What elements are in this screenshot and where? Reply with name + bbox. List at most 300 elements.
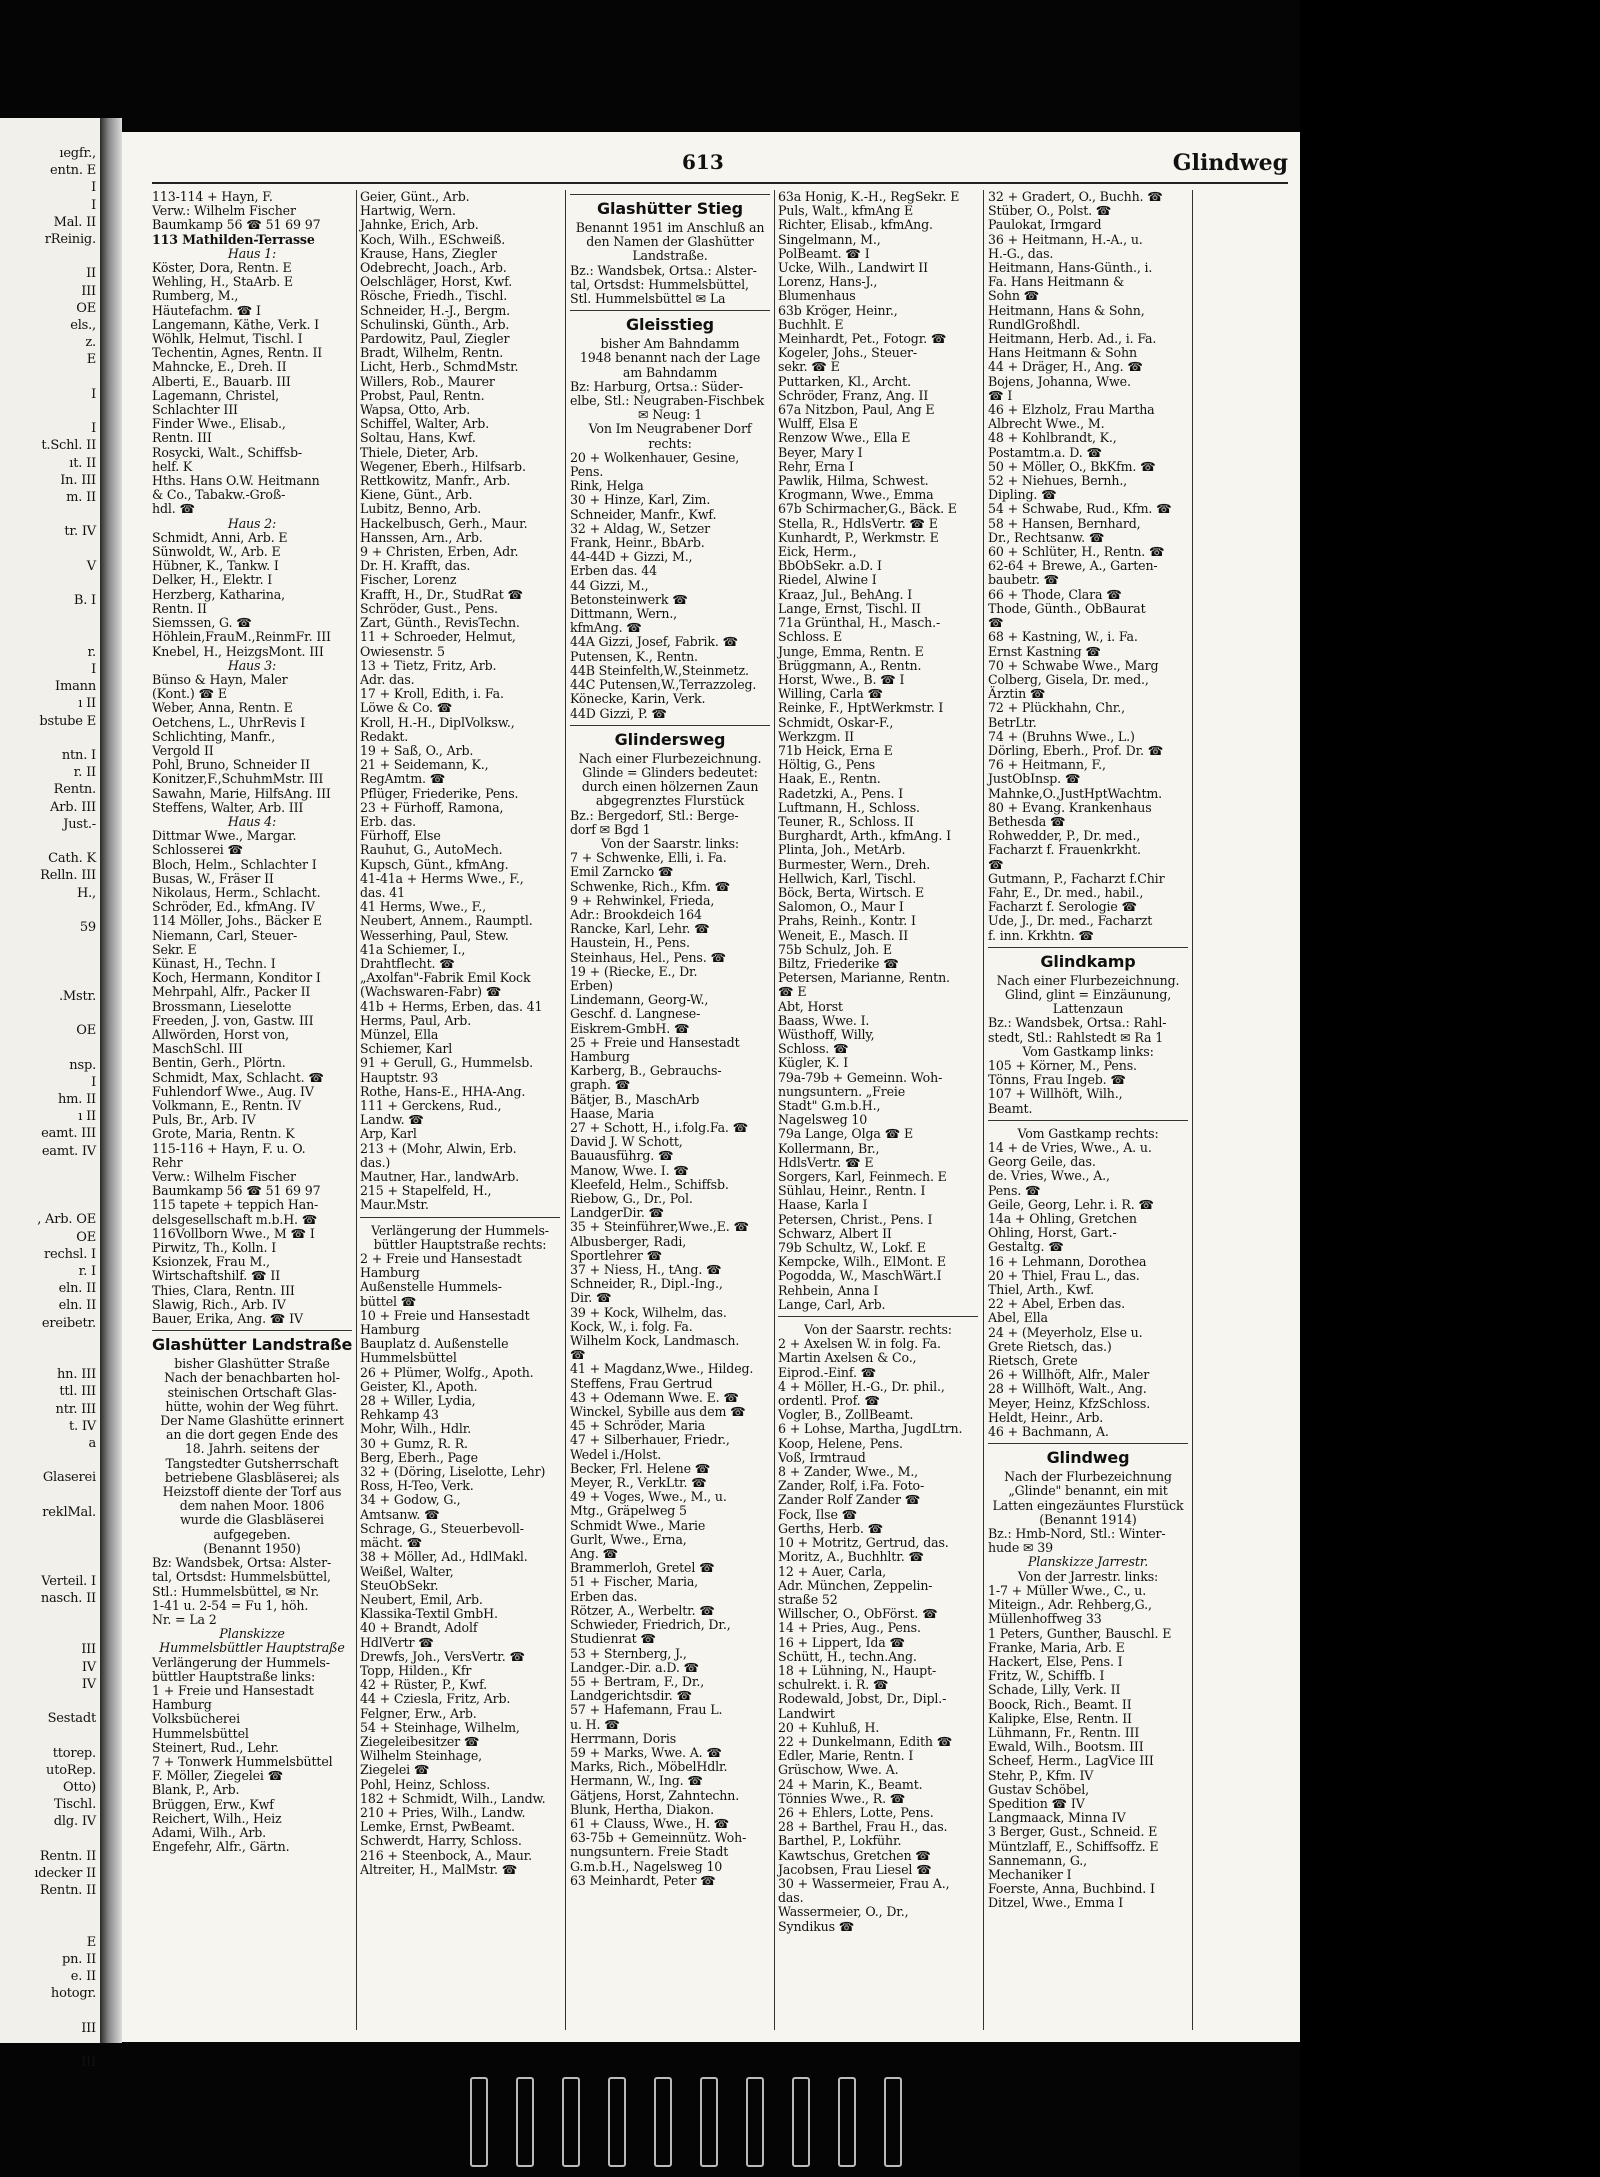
directory-entry-line: Rohwedder, P., Dr. med., xyxy=(988,828,1141,844)
directory-entry-line: 9 + Christen, Erben, Adr. xyxy=(360,544,519,560)
directory-entry-line: Verlängerung der Hummels- xyxy=(152,1654,330,1670)
directory-entry-line: Weber, Anna, Rentn. E xyxy=(152,700,293,716)
column-1 xyxy=(152,190,352,2030)
directory-entry-line: Reichert, Wilh., Heiz xyxy=(152,1810,282,1826)
directory-entry-line: tal, Ortsdst: Hummelsbüttel, xyxy=(570,276,749,292)
directory-entry-line: 23 + Fürhoff, Ramona, xyxy=(360,799,504,815)
directory-entry-line: Lattenzaun xyxy=(1052,1001,1124,1017)
directory-entry-line: „Glinde" benannt, ein mit xyxy=(1008,1483,1168,1499)
directory-entry-line: 63-75b + Gemeinnütz. Woh- xyxy=(570,1830,747,1846)
directory-entry-line: Manow, Wwe. I. ☎ xyxy=(570,1162,689,1178)
directory-entry-line: Blumenhaus xyxy=(778,288,856,304)
directory-entry-line: Vom Gastkamp links: xyxy=(1022,1043,1154,1059)
directory-entry-line: Wöhlk, Helmut, Tischl. I xyxy=(152,331,303,347)
directory-entry-line: Tönnies Wwe., R. ☎ xyxy=(778,1790,906,1806)
directory-entry-line: 113-114 + Hayn, F. xyxy=(152,189,273,204)
directory-entry-line: Engefehr, Alfr., Gärtn. xyxy=(152,1839,290,1855)
directory-entry-line: sekr. ☎ E xyxy=(778,359,840,375)
directory-entry-line: Mahncke, E., Dreh. II xyxy=(152,359,287,375)
directory-entry-line: Foerste, Anna, Buchbind. I xyxy=(988,1881,1155,1897)
directory-entry-line: Außenstelle Hummels- xyxy=(360,1279,502,1295)
directory-entry-line: Hackert, Else, Pens. I xyxy=(988,1653,1123,1669)
facing-page-text: r. I xyxy=(78,1264,96,1279)
directory-entry-line: Schröder, Ed., kfmAng. IV xyxy=(152,899,315,915)
directory-entry-line: 76 + Heitmann, F., xyxy=(988,757,1106,773)
facing-page-text: 59 xyxy=(79,920,96,935)
directory-entry-line: Puttarken, Kl., Archt. xyxy=(778,373,911,389)
directory-entry-line: Franke, Maria, Arb. E xyxy=(988,1639,1125,1655)
directory-entry-line: Nach einer Flurbezeichnung. xyxy=(578,750,762,766)
directory-entry-line: hdl. ☎ xyxy=(152,501,195,517)
directory-entry-line: Kiene, Günt., Arb. xyxy=(360,487,473,503)
directory-entry-line: büttel ☎ xyxy=(360,1293,417,1309)
directory-entry-line: straße 52 xyxy=(778,1591,838,1607)
directory-entry-line: Neubert, Annem., Raumptl. xyxy=(360,913,533,929)
perforation-hole xyxy=(792,2077,810,2167)
film-border xyxy=(1300,0,1600,2177)
facing-page-text: Rentn. xyxy=(53,782,96,798)
directory-entry-line: Karberg, B., Gebrauchs- xyxy=(570,1063,722,1079)
directory-entry-line: 28 + Barthel, Frau H., das. xyxy=(778,1819,948,1835)
directory-entry-line: Zander Rolf Zander ☎ xyxy=(778,1492,921,1508)
directory-entry-line: Hans Heitmann & Sohn xyxy=(988,345,1137,361)
directory-entry-line: 14a + Ohling, Gretchen xyxy=(988,1211,1137,1227)
directory-entry-line: Weißel, Walter, xyxy=(360,1563,454,1579)
directory-entry-line: 28 + Willhöft, Walt., Ang. xyxy=(988,1381,1147,1397)
directory-entry-line: Schröder, Franz, Ang. II xyxy=(778,387,929,403)
directory-entry-line: Adr.: Brookdeich 164 xyxy=(570,906,702,922)
directory-entry-line: Stadt" G.m.b.H., xyxy=(778,1098,881,1113)
directory-entry-line: 55 + Bertram, F., Dr., xyxy=(570,1673,705,1689)
directory-entry-line: Hamburg xyxy=(570,1048,630,1064)
directory-entry-line: 50 + Möller, O., BkKfm. ☎ xyxy=(988,458,1156,474)
directory-entry-line: 27 + Schott, H., i.folg.Fa. ☎ xyxy=(570,1119,749,1135)
directory-entry-line: Sekr. E xyxy=(152,941,197,957)
directory-entry-line: Schmidt, Max, Schlacht. ☎ xyxy=(152,1069,324,1085)
facing-page-text: , Arb. OE xyxy=(37,1212,96,1228)
perforation-hole xyxy=(608,2077,626,2167)
directory-entry-line: kfmAng. ☎ xyxy=(570,620,642,636)
directory-entry-line: 21 + Seidemann, K., xyxy=(360,757,489,773)
directory-entry-line: 111 + Gerckens, Rud., xyxy=(360,1098,502,1113)
directory-entry-line: Glinde = Glinders bedeutet: xyxy=(582,764,758,780)
directory-entry-line: ✉ Neug: 1 xyxy=(637,407,703,423)
directory-entry-line: Haus 4: xyxy=(227,813,277,829)
book-gutter xyxy=(100,118,122,2043)
directory-entry-line: 12 + Auer, Carla, xyxy=(778,1563,887,1579)
directory-entry-line: 13 + Tietz, Fritz, Arb. xyxy=(360,657,497,673)
directory-entry-line: Wapsa, Otto, Arb. xyxy=(360,402,471,418)
facing-page-text: Sestadt xyxy=(47,1711,96,1727)
directory-entry-line: Betonsteinwerk ☎ xyxy=(570,591,688,607)
facing-page-text: ereibetr. xyxy=(41,1315,96,1331)
directory-entry-line: Pens. xyxy=(570,464,604,480)
directory-entry-line: Facharzt f. Frauenkrkht. xyxy=(988,842,1141,858)
directory-entry-line: Blunk, Hertha, Diakon. xyxy=(570,1801,714,1817)
facing-page-text: ıegfr., xyxy=(59,146,96,161)
facing-page-text: Just.- xyxy=(63,816,96,832)
directory-entry-line: das. 41 xyxy=(360,884,406,900)
directory-entry-line: Pflüger, Friederike, Pens. xyxy=(360,785,519,801)
directory-entry-line: 215 + Stapelfeld, H., xyxy=(360,1183,492,1199)
directory-entry-line: Pohl, Heinz, Schloss. xyxy=(360,1776,491,1792)
directory-entry-line: 42 + Rüster, P., Kwf. xyxy=(360,1677,487,1693)
directory-entry-line: Willers, Rob., Maurer xyxy=(360,373,495,389)
facing-page-text: Relln. III xyxy=(40,868,96,884)
facing-page-fragment xyxy=(0,118,100,2071)
directory-entry-line: „Axolfan"-Fabrik Emil Kock xyxy=(360,970,531,986)
directory-entry-line: Gerths, Herb. ☎ xyxy=(778,1520,884,1536)
directory-entry-line: Kraaz, Jul., BehAng. I xyxy=(778,586,913,602)
directory-entry-line: Eiprod.-Einf. ☎ xyxy=(778,1364,877,1380)
directory-entry-line: Baumkamp 56 ☎ 51 69 97 xyxy=(152,217,321,233)
directory-entry-line: Planskizze xyxy=(219,1626,285,1642)
facing-page-text: OE xyxy=(76,1229,96,1245)
directory-entry-line: Drewfs, Joh., VersVertr. ☎ xyxy=(360,1648,526,1664)
directory-entry-line: Krafft, H., Dr., StudRat ☎ xyxy=(360,586,524,602)
directory-entry-line: 72 + Plückhahn, Chr., xyxy=(988,700,1125,716)
facing-page-text: ntn. I xyxy=(61,748,96,763)
directory-entry-line: Eick, Herm., xyxy=(778,544,857,560)
directory-entry-line: 1948 benannt nach der Lage xyxy=(579,350,761,366)
directory-entry-line: Künast, H., Techn. I xyxy=(152,955,276,971)
directory-entry-line: 107 + Willhöft, Wilh., xyxy=(988,1086,1123,1102)
directory-entry-line: Schmidt Wwe., Marie xyxy=(570,1517,706,1533)
directory-entry-line: das. xyxy=(778,1890,804,1906)
directory-entry-line: Hamburg xyxy=(152,1697,212,1713)
directory-entry-line: Rink, Helga xyxy=(570,478,644,494)
directory-entry-line: Ernst Kastning ☎ xyxy=(988,643,1101,659)
directory-entry-line: Schwarz, Albert II xyxy=(778,1225,892,1241)
directory-entry-line: 26 + Plümer, Wolfg., Apoth. xyxy=(360,1364,534,1380)
facing-page-text: Imann xyxy=(55,679,96,695)
directory-entry-line: Geister, Kl., Apoth. xyxy=(360,1378,478,1394)
directory-entry-line: 22 + Abel, Erben das. xyxy=(988,1296,1125,1312)
directory-entry-line: Miteign., Adr. Rehberg,G., xyxy=(988,1597,1152,1613)
facing-page-text: hm. II xyxy=(57,1092,96,1107)
directory-entry-line: Von der Saarstr. rechts: xyxy=(804,1322,952,1338)
directory-entry-line: 53 + Sternberg, J., xyxy=(570,1645,687,1661)
facing-page-text: Verteil. I xyxy=(41,1573,96,1589)
directory-entry-line: Wesserhing, Paul, Stew. xyxy=(360,927,509,943)
facing-page-text: eamt. IV xyxy=(41,1143,96,1159)
column-2 xyxy=(360,190,560,2030)
directory-entry-line: Renzow Wwe., Ella E xyxy=(778,430,911,446)
directory-entry-line: Rentn. III xyxy=(152,430,212,446)
directory-entry-line: Löwe & Co. ☎ xyxy=(360,700,453,716)
directory-entry-line: HdlsVertr. ☎ E xyxy=(778,1154,874,1170)
facing-page-text: bstube E xyxy=(39,713,96,729)
directory-entry-line: Nr. = La 2 xyxy=(152,1611,217,1627)
directory-entry-line: 113 Mathilden-Terrasse xyxy=(152,231,315,247)
directory-entry-line: Ohling, Horst, Gart.- xyxy=(988,1225,1117,1241)
directory-entry-line: Stl.: Hummelsbüttel, ✉ Nr. xyxy=(152,1583,319,1599)
perforation-hole xyxy=(562,2077,580,2167)
directory-entry-line: 14 + Pries, Aug., Pens. xyxy=(778,1620,921,1636)
street-heading: Glashütter Landstraße xyxy=(152,1330,352,1357)
directory-entry-line: Kügler, K. I xyxy=(778,1055,849,1071)
directory-entry-line: 45 + Schröder, Maria xyxy=(570,1418,706,1434)
directory-entry-line: Heldt, Heinr., Arb. xyxy=(988,1409,1104,1425)
street-heading: Gleisstieg xyxy=(570,310,770,337)
directory-entry-line: Scheef, Herm., LagVice III xyxy=(988,1753,1154,1769)
directory-entry-line: 9 + Rehwinkel, Frieda, xyxy=(570,892,715,908)
directory-entry-line: Rauhut, G., AutoMech. xyxy=(360,842,503,858)
directory-entry-line: Mahnke,O.,JustHptWachtm. xyxy=(988,785,1163,801)
directory-entry-line: Wegener, Eberh., Hilfsarb. xyxy=(360,458,526,474)
directory-entry-line: Geile, Georg, Lehr. i. R. ☎ xyxy=(988,1196,1154,1212)
directory-entry-line: betriebene Glasbläserei; als xyxy=(164,1469,340,1485)
directory-entry-line: Landwirt xyxy=(778,1705,835,1721)
directory-entry-line: Winckel, Sybille aus dem ☎ xyxy=(570,1404,746,1420)
directory-entry-line: Baumkamp 56 ☎ 51 69 97 xyxy=(152,1183,321,1199)
directory-entry-line: Rettkowitz, Manfr., Arb. xyxy=(360,473,511,489)
directory-entry-line: Bz.: Wandsbek, Ortsa.: Rahl- xyxy=(988,1015,1167,1031)
directory-entry-line: Herms, Paul, Arb. xyxy=(360,1012,472,1028)
directory-entry-line: Luftmann, H., Schloss. xyxy=(778,799,920,815)
directory-entry-line: 10 + Freie und Hansestadt xyxy=(360,1307,530,1323)
directory-entry-line: Kollermann, Br., xyxy=(778,1140,880,1156)
directory-entry-line: Sorgers, Karl, Feinmech. E xyxy=(778,1169,947,1185)
directory-entry-line: Dr., Rechtsanw. ☎ xyxy=(988,529,1105,545)
directory-entry-line: Konitzer,F.,SchuhmMstr. III xyxy=(152,771,324,787)
directory-entry-line: Vogler, B., ZollBeamt. xyxy=(778,1407,914,1423)
directory-entry-line: Owiesenstr. 5 xyxy=(360,643,445,659)
directory-entry-line: Landstraße. xyxy=(632,248,708,264)
facing-page-text: rReinig. xyxy=(44,232,96,247)
directory-entry-line: Allwörden, Horst von, xyxy=(152,1026,289,1042)
directory-entry-line: Reinke, F., HptWerkmstr. I xyxy=(778,700,944,716)
directory-entry-line: 44 + Dräger, H., Ang. ☎ xyxy=(988,359,1143,375)
directory-entry-line: Topp, Hilden., Kfr xyxy=(360,1662,472,1678)
directory-entry-line: 3 Berger, Gust., Schneid. E xyxy=(988,1824,1158,1840)
column-rule xyxy=(1192,190,1193,2030)
directory-entry-line: Teuner, R., Schloss. II xyxy=(778,813,914,829)
facing-page-text: hn. III xyxy=(56,1367,96,1383)
directory-entry-line: 61 + Clauss, Wwe., H. ☎ xyxy=(570,1815,730,1831)
directory-entry-line: Schloss. E xyxy=(778,629,843,645)
facing-page-text: I xyxy=(91,180,96,196)
directory-entry-line: 30 + Gumz, R. R. xyxy=(360,1435,468,1451)
directory-entry-line: Weneit, E., Masch. II xyxy=(778,927,909,943)
directory-entry-line: Schrage, G., Steuerbevoll- xyxy=(360,1520,524,1536)
directory-entry-line: Schröder, Gust., Pens. xyxy=(360,600,498,616)
directory-entry-line: Sportlehrer ☎ xyxy=(570,1247,663,1263)
directory-entry-line: (Benannt 1950) xyxy=(203,1540,301,1556)
directory-entry-line: Plinta, Joh., MetArb. xyxy=(778,842,906,858)
directory-entry-line: Fischer, Lorenz xyxy=(360,572,457,588)
directory-entry-line: Rentn. II xyxy=(152,600,207,616)
directory-entry-line: helf. K xyxy=(152,458,193,474)
perforation-hole xyxy=(654,2077,672,2167)
directory-entry-line: Schulinski, Günth., Arb. xyxy=(360,316,510,332)
facing-page-text: Rentn. II xyxy=(39,1883,96,1899)
directory-entry-line: 25 + Freie und Hansestadt xyxy=(570,1034,740,1050)
directory-entry-line: Pens. ☎ xyxy=(988,1182,1041,1198)
column-3 xyxy=(570,190,770,2030)
directory-entry-line: Herzberg, Katharina, xyxy=(152,586,285,602)
column-rule xyxy=(983,190,984,2030)
directory-entry-line: 28 + Willer, Lydia, xyxy=(360,1393,476,1409)
directory-entry-line: Odebrecht, Joach., Arb. xyxy=(360,260,507,276)
directory-entry-line: Steinhaus, Hel., Pens. ☎ xyxy=(570,949,726,965)
directory-entry-line: Schloss. ☎ xyxy=(778,1041,849,1057)
directory-entry-line: Benannt 1951 im Anschluß an xyxy=(575,220,765,235)
directory-entry-line: 16 + Lippert, Ida ☎ xyxy=(778,1634,906,1650)
directory-entry-line: Steinert, Rud., Lehr. xyxy=(152,1739,279,1755)
directory-entry-line: Schmidt, Anni, Arb. E xyxy=(152,529,288,545)
directory-entry-line: Postamtm.a. D. ☎ xyxy=(988,444,1102,460)
directory-entry-line: Ziegeleibesitzer ☎ xyxy=(360,1733,480,1749)
directory-entry-line: 51 + Fischer, Maria, xyxy=(570,1574,699,1590)
directory-entry-line: Meyer, Heinz, KfzSchloss. xyxy=(988,1395,1151,1411)
directory-entry-line: 74 + (Bruhns Wwe., L.) xyxy=(988,728,1135,744)
directory-entry-line: Thiel, Arth., Kwf. xyxy=(988,1282,1095,1298)
facing-page-text: Mal. II xyxy=(53,214,96,230)
directory-entry-line: Redakt. xyxy=(360,728,409,744)
directory-entry-line: Ross, H-Teo, Verk. xyxy=(360,1478,474,1494)
directory-entry-line: Putensen, K., Rentn. xyxy=(570,648,698,664)
directory-entry-line: Hummelsbüttel xyxy=(152,1725,249,1741)
facing-page-text: Arb. III xyxy=(50,799,96,815)
directory-entry-line: büttler Hauptstraße rechts: xyxy=(373,1236,547,1252)
directory-entry-line: Von der Saarstr. links: xyxy=(600,835,740,851)
directory-entry-line: RundlGroßhdl. xyxy=(988,316,1081,332)
directory-entry-line: Pawlik, Hilma, Schwest. xyxy=(778,473,929,489)
directory-entry-line: Landgerichtsdir. ☎ xyxy=(570,1688,693,1704)
directory-entry-line: ordentl. Prof. ☎ xyxy=(778,1393,880,1409)
facing-page-text: nsp. xyxy=(69,1057,96,1073)
directory-entry-line: dem nahen Moor. 1806 xyxy=(179,1498,325,1514)
directory-entry-line: Pirwitz, Th., Kolln. I xyxy=(152,1240,277,1256)
directory-entry-line: Von Im Neugrabener Dorf xyxy=(588,421,752,437)
directory-entry-line: Kogeler, Johs., Steuer- xyxy=(778,345,918,361)
directory-entry-line: 54 + Schwabe, Rud., Kfm. ☎ xyxy=(988,501,1172,517)
column-5 xyxy=(988,190,1188,2030)
directory-entry-line: ☎ xyxy=(988,856,1004,872)
directory-entry-line: Schlachter III xyxy=(152,402,238,418)
column-rule xyxy=(774,190,775,2030)
directory-entry-line: 182 + Schmidt, Wilh., Landw. xyxy=(360,1790,546,1806)
directory-entry-line: Fritz, W., Schiffb. I xyxy=(988,1668,1105,1684)
directory-entry-line: Hummelsbüttler Hauptstraße xyxy=(159,1640,345,1656)
directory-entry-line: Schwieder, Friedrich, Dr., xyxy=(570,1617,731,1633)
directory-entry-line: 115 tapete + teppich Han- xyxy=(152,1197,319,1213)
directory-entry-line: Georg Geile, das. xyxy=(988,1154,1096,1170)
directory-entry-line: 80 + Evang. Krankenhaus xyxy=(988,799,1152,815)
directory-entry-line: Latten eingezäuntes Flurstück xyxy=(992,1497,1184,1513)
directory-entry-line: 44D Gizzi, P. ☎ xyxy=(570,705,667,721)
directory-entry-line: Hanssen, Arn., Arb. xyxy=(360,529,483,545)
directory-entry-line: Höhlein,FrauM.,ReinmFr. III xyxy=(152,629,331,645)
directory-entry-line: Hübner, K., Tankw. I xyxy=(152,558,279,574)
directory-entry-line: 24 + (Meyerholz, Else u. xyxy=(988,1324,1143,1340)
directory-entry-line: dorf ✉ Bgd 1 xyxy=(570,821,651,837)
directory-entry-line: Koch, Wilh., ESchweiß. xyxy=(360,231,506,247)
directory-entry-line: Moritz, A., Buchhltr. ☎ xyxy=(778,1549,924,1565)
directory-entry-line: Schmidt, Oskar-F., xyxy=(778,714,894,730)
directory-entry-line: Hartwig, Wern. xyxy=(360,203,456,219)
directory-entry-line: Vergold II xyxy=(152,742,214,758)
directory-entry-line: nungsuntern. „Freie xyxy=(778,1083,906,1099)
directory-entry-line: Müntzlaff, E., Schiffsoffz. E xyxy=(988,1838,1159,1854)
directory-entry-line: Mohr, Wilh., Hdlr. xyxy=(360,1421,472,1437)
directory-entry-line: bisher Glashütter Straße xyxy=(174,1356,330,1372)
directory-entry-line: Landger.-Dir. a.D. ☎ xyxy=(570,1659,700,1675)
directory-entry-line: 35 + Steinführer,Wwe.,E. ☎ xyxy=(570,1219,750,1235)
directory-entry-line: am Bahndamm xyxy=(622,364,718,380)
directory-entry-line: Schütt, H., techn.Ang. xyxy=(778,1648,917,1664)
directory-entry-line: 14 + de Vries, Wwe., A. u. xyxy=(988,1140,1152,1155)
directory-entry-line: Geier, Günt., Arb. xyxy=(360,189,470,204)
directory-entry-line: ☎ E xyxy=(778,984,807,1000)
directory-entry-line: Wehling, H., StaArb. E xyxy=(152,274,293,290)
directory-entry-line: Bätjer, B., MaschArb xyxy=(570,1091,700,1107)
directory-entry-line: Klassika-Textil GmbH. xyxy=(360,1606,498,1622)
directory-entry-line: David J. W Schott, xyxy=(570,1134,683,1150)
directory-entry-line: Pardowitz, Paul, Ziegler xyxy=(360,331,510,347)
directory-entry-line: Stehr, P., Kfm. IV xyxy=(988,1767,1094,1783)
directory-entry-line: G.m.b.H., Nagelsweg 10 xyxy=(570,1858,723,1874)
directory-entry-line: hütte, wohin der Weg führt. xyxy=(165,1398,339,1414)
directory-entry-line: Frank, Heinr., BbArb. xyxy=(570,535,705,551)
directory-entry-line: 18. Jahrh. seitens der xyxy=(184,1441,320,1457)
directory-entry-line: Berg, Eberh., Page xyxy=(360,1449,478,1465)
directory-entry-line: Hellwich, Karl, Tischl. xyxy=(778,870,917,886)
directory-entry-line: Schwenke, Rich., Kfm. ☎ xyxy=(570,878,731,894)
directory-entry-line: Wilhelm Kock, Landmasch. xyxy=(570,1333,740,1349)
directory-entry-line: Köster, Dora, Rentn. E xyxy=(152,260,292,276)
facing-page-text: ı II xyxy=(78,1109,96,1125)
directory-entry-line: Glind, glint = Einzäunung, xyxy=(1004,986,1172,1002)
directory-entry-line: Kock, W., i. folg. Fa. xyxy=(570,1318,693,1334)
directory-entry-line: Kupsch, Günt., kfmAng. xyxy=(360,856,509,872)
directory-entry-line: Rodewald, Jobst, Dr., Dipl.- xyxy=(778,1691,947,1707)
directory-entry-line: Wirtschaftshilf. ☎ II xyxy=(152,1268,281,1284)
directory-entry-line: Kroll, H.-H., DiplVolksw., xyxy=(360,714,515,730)
directory-entry-line: Planskizze Jarrestr. xyxy=(1027,1554,1149,1570)
directory-entry-line: Landw. ☎ xyxy=(360,1112,424,1128)
directory-entry-line: Stüber, O., Polst. ☎ xyxy=(988,203,1112,219)
directory-entry-line: Abel, Ella xyxy=(988,1310,1048,1326)
facing-page-text: III xyxy=(81,2020,96,2036)
directory-entry-line: LandgerDir. ☎ xyxy=(570,1205,665,1221)
directory-entry-line: Facharzt f. Serologie ☎ xyxy=(988,899,1138,915)
directory-entry-line: Bz.: Bergedorf, Stl.: Berge- xyxy=(570,807,739,823)
directory-entry-line: Dittmar Wwe., Margar. xyxy=(152,828,297,844)
perforation-hole xyxy=(746,2077,764,2167)
directory-entry-line: Becker, Frl. Helene ☎ xyxy=(570,1460,711,1476)
facing-page-text: IV xyxy=(81,1659,96,1675)
running-head: Glindweg xyxy=(1172,150,1288,176)
directory-entry-line: Langmaack, Minna IV xyxy=(988,1810,1126,1826)
directory-entry-line: Krogmann, Wwe., Emma xyxy=(778,487,934,503)
directory-entry-line: Mehrpahl, Alfr., Packer II xyxy=(152,984,311,1000)
directory-entry-line: 17 + Kroll, Edith, i. Fa. xyxy=(360,686,504,702)
directory-entry-line: Schlichting, Manfr., xyxy=(152,728,276,744)
facing-page-text: E xyxy=(86,352,96,368)
directory-entry-line: Nikolaus, Herm., Schlacht. xyxy=(152,884,321,900)
facing-page-text: entn. E xyxy=(49,163,96,179)
directory-entry-line: nungsuntern. Freie Stadt xyxy=(570,1844,729,1860)
facing-page-text: ttorep. xyxy=(52,1745,96,1761)
street-heading: Glindersweg xyxy=(570,725,770,752)
directory-entry-line: Martin Axelsen & Co., xyxy=(778,1350,917,1366)
directory-entry-line: ☎ xyxy=(988,615,1004,631)
directory-entry-line: Adr. München, Zeppelin- xyxy=(778,1577,933,1593)
facing-page-text: dlg. IV xyxy=(53,1814,96,1830)
directory-entry-line: Slawig, Rich., Arb. IV xyxy=(152,1296,286,1312)
